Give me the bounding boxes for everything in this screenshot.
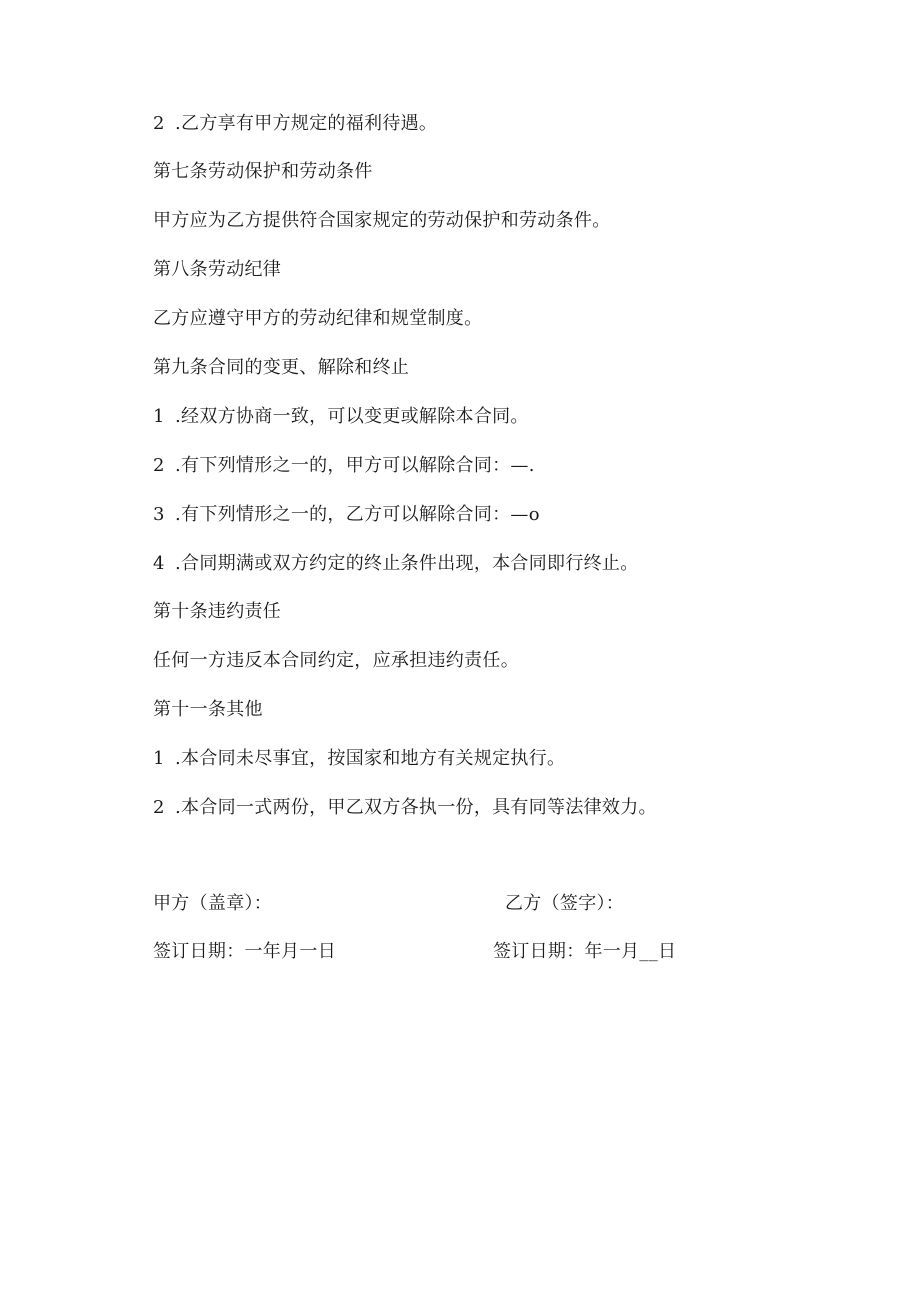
heading-text: 第九条合同的变更、解除和终止 — [153, 357, 410, 378]
heading-text: 第七条劳动保护和劳动条件 — [153, 161, 373, 182]
clause-item — [153, 747, 565, 771]
article-heading — [153, 160, 373, 184]
item-text: .有下列情形之一的，乙方可以解除合同：—o — [175, 504, 540, 525]
item-number: 1 — [153, 748, 165, 769]
clause-item — [153, 503, 540, 527]
clause-item — [153, 552, 639, 576]
item-text: .经双方协商一致，可以变更或解除本合同。 — [175, 406, 529, 427]
clause-item — [153, 112, 437, 136]
heading-text: 第十条违约责任 — [153, 601, 282, 622]
item-text: .乙方享有甲方规定的福利待遇。 — [175, 113, 438, 134]
item-number: 2 — [153, 455, 165, 476]
article-heading — [153, 698, 263, 722]
paragraph — [153, 209, 611, 233]
party-a-date-label: 签订日期：一年月一日 — [153, 941, 336, 962]
item-number: 2 — [153, 113, 165, 134]
party-b-sign-label: 乙方（签字）： — [505, 893, 625, 914]
paragraph-text: 甲方应为乙方提供符合国家规定的劳动保护和劳动条件。 — [153, 210, 611, 231]
item-text: .有下列情形之一的，甲方可以解除合同：—. — [175, 455, 535, 476]
paragraph — [153, 307, 482, 331]
item-number: 3 — [153, 504, 165, 525]
item-text: .合同期满或双方约定的终止条件出现，本合同即行终止。 — [175, 553, 639, 574]
party-b-date-label: 签订日期：年一月__日 — [493, 941, 677, 962]
clause-item — [153, 405, 529, 429]
paragraph-text: 乙方应遵守甲方的劳动纪律和规堂制度。 — [153, 308, 483, 329]
item-text: .本合同一式两份，甲乙双方各执一份，具有同等法律效力。 — [175, 797, 657, 818]
item-text: .本合同未尽事宜，按国家和地方有关规定执行。 — [175, 748, 566, 769]
heading-text: 第八条劳动纪律 — [153, 259, 282, 280]
clause-item — [153, 454, 535, 478]
heading-text: 第十一条其他 — [153, 699, 263, 720]
item-number: 2 — [153, 797, 165, 818]
article-heading — [153, 258, 281, 282]
item-number: 1 — [153, 406, 165, 427]
paragraph-text: 任何一方违反本合同约定，应承担违约责任。 — [153, 650, 519, 671]
item-number: 4 — [153, 553, 165, 574]
party-a-seal-label: 甲方（盖章）： — [153, 893, 273, 914]
article-heading — [153, 356, 409, 380]
article-heading — [153, 600, 281, 624]
paragraph — [153, 649, 519, 673]
clause-item — [153, 796, 657, 820]
